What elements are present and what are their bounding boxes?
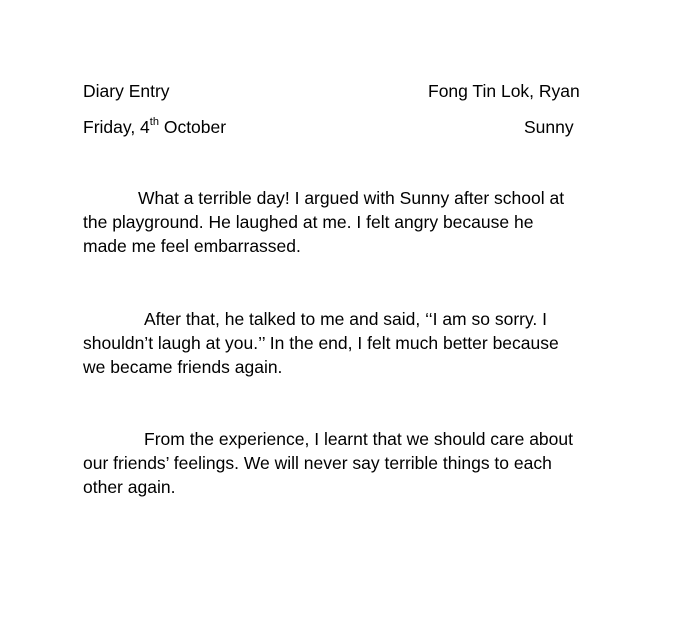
- paragraph-line: other again.: [83, 477, 176, 497]
- date-month: October: [158, 117, 227, 137]
- entry-subject: Sunny: [524, 117, 574, 137]
- paragraph-line: the playground. He laughed at me. I felt angry because he: [83, 212, 534, 232]
- entry-date: [83, 117, 226, 137]
- author-name: Fong Tin Lok, Ryan: [428, 81, 580, 101]
- paragraph-line: After that, he talked to me and said, ‘‘I am so sorry. I: [144, 309, 548, 329]
- paragraph-2: [83, 307, 613, 379]
- paragraph-line: From the experience, I learnt that we should care about: [144, 429, 573, 449]
- date-day: Friday, 4: [83, 117, 150, 137]
- diary-title: Diary Entry: [83, 81, 170, 101]
- paragraph-line: made me feel embarrassed.: [83, 236, 301, 256]
- paragraph-line: shouldn’t laugh at you.’’ In the end, I felt much better because: [83, 333, 559, 353]
- paragraph-3: [83, 427, 613, 499]
- paragraph-line: our friends’ feelings. We will never say terrible things to each: [83, 453, 552, 473]
- date-ordinal: th: [149, 116, 159, 129]
- paragraph-line: What a terrible day! I argued with Sunny after school at: [138, 188, 565, 208]
- paragraph-1: [83, 186, 613, 258]
- paragraph-line: we became friends again.: [83, 357, 283, 377]
